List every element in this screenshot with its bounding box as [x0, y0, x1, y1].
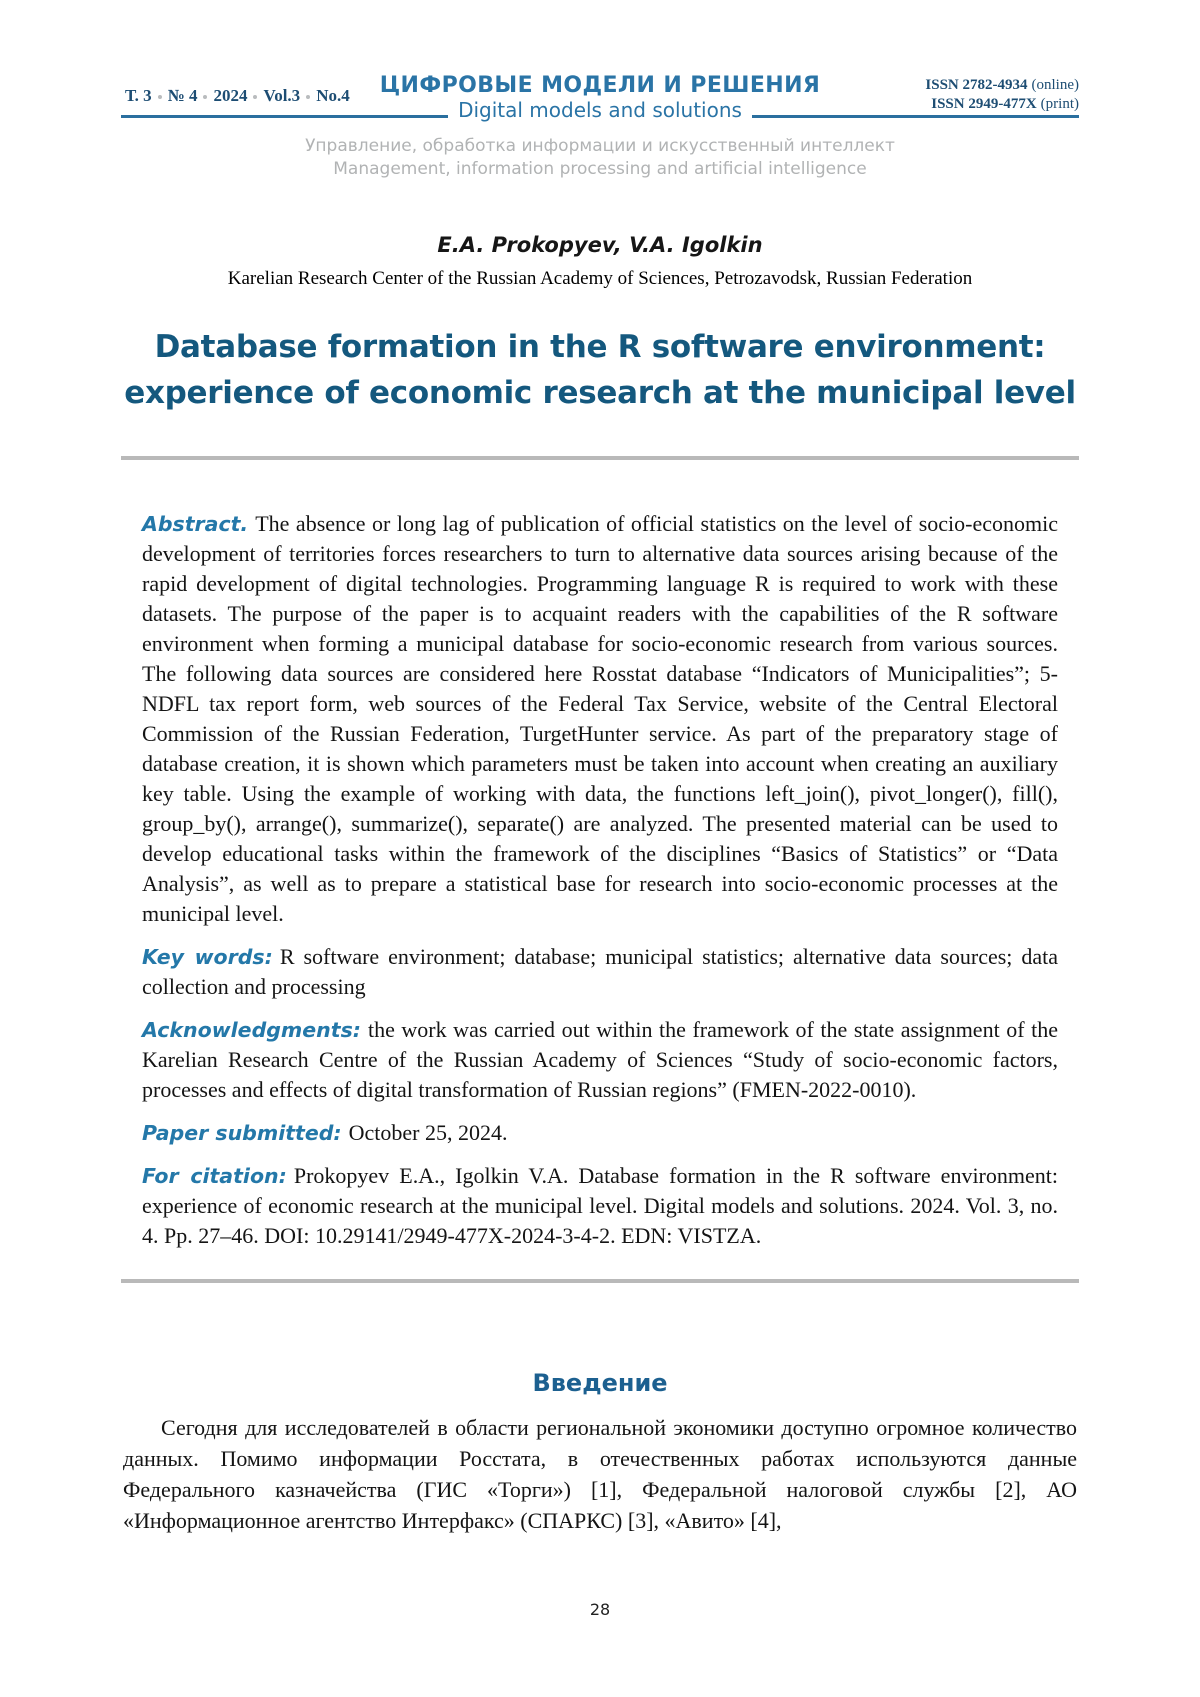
separator-dot [253, 95, 257, 99]
acknowledgments [142, 1015, 1058, 1105]
abstract [142, 509, 1058, 929]
issn-block [925, 76, 1079, 114]
journal-title-en: Digital models and solutions [458, 98, 742, 122]
paper-title-line-1: Database formation in the R software environment: [154, 329, 1046, 365]
volume-part: No.4 [316, 86, 350, 105]
acknowledgments-text: the work was carried out within the framework of the state assignment of the Karelian Research Centre of the Russian Academy of Sciences “Study of socio-economic factors, processes and effects of digital transformation of Russian regions” (FMEN-2022-0010). [142, 1017, 1058, 1102]
journal-section-ru: Управление, обработка информации и искусственный интеллект [305, 136, 895, 156]
volume-part: Vol.3 [263, 86, 301, 105]
volume-issue-info [125, 86, 350, 106]
keywords-label: Key words: [142, 945, 273, 969]
keywords-text: R software environment; database; municipal statistics; alternative data sources; data collection and processing [142, 944, 1059, 999]
for-citation-label: For citation: [142, 1164, 287, 1188]
header-rule-right [752, 115, 1079, 118]
introduction-paragraph: Сегодня для исследователей в области региональной экономики доступно огромное количество данных. Помимо информации Росстата, в отечественных работах используются данные Федерального казначейства (ГИС «Торги») [1], Федеральной налоговой службы [2], АО «Информационное агентство Интерфакс» (СПАРКС) [3], «Авито» [4], [123, 1415, 1077, 1533]
page-number: 28 [589, 1600, 611, 1619]
keywords [142, 942, 1058, 1002]
journal-section [121, 135, 1079, 181]
issn-print-suffix: (print) [1040, 96, 1079, 112]
for-citation [142, 1161, 1058, 1251]
issn-print [925, 95, 1079, 114]
authors: E.A. Prokopyev, V.A. Igolkin [437, 233, 763, 257]
paper-title-line-2: experience of economic research at the municipal level [124, 375, 1076, 411]
acknowledgments-label: Acknowledgments: [142, 1018, 361, 1042]
separator-dot [203, 95, 207, 99]
volume-part: Т. 3 [125, 86, 152, 105]
page-header [121, 74, 1079, 124]
for-citation-text: Prokopyev E.A., Igolkin V.A. Database formation in the R software environment: experience of economic research at the municipal level. Digital models and solutions. 2024. Vol. 3, no. 4. Pp. 27–46. DOI: 10.29141/2949-477X-2024-3-4-2. EDN: VISTZA. [142, 1163, 1058, 1248]
journal-section-en: Management, information processing and artificial intelligence [333, 159, 867, 179]
paper-submitted-label: Paper submitted: [142, 1121, 342, 1145]
issn-online-suffix: (online) [1031, 77, 1079, 93]
paper-title [121, 324, 1079, 416]
divider-rule-bottom [121, 1279, 1079, 1283]
abstract-label: Abstract. [142, 512, 249, 536]
volume-part: № 4 [167, 86, 198, 105]
separator-dot [158, 95, 162, 99]
abstract-text: The absence or long lag of publication of official statistics on the level of socio-economic development of territories forces researchers to turn to alternative data sources arising because of the rapid development of digital technologies. Programming language R is required to work with these datasets. The purpose of the paper is to acquaint readers with the capabilities of the R software environment when forming a municipal database for socio-economic research from various sources. The following data sources are considered here Rosstat database “Indicators of Municipalities”; 5-NDFL tax report form, web sources of the Federal Tax Service, website of the Central Electoral Commission of the Russian Federation, TurgetHunter service. As part of the preparatory stage of database creation, it is shown which parameters must be taken into account when creating an auxiliary key table. Using the example of working with data, the functions left_join(), pivot_longer(), fill(), group_by(), arrange(), summarize(), separate() are analyzed. The presented material can be used to develop educational tasks within the framework of the disciplines “Basics of Statistics” or “Data Analysis”, as well as to prepare a statistical base for research into socio-economic processes at the municipal level. [142, 511, 1058, 926]
divider-rule-top [121, 456, 1079, 460]
separator-dot [306, 95, 310, 99]
affiliation: Karelian Research Center of the Russian Academy of Sciences, Petrozavodsk, Russian Federation [227, 268, 973, 289]
issn-print-number: ISSN 2949-477X [931, 96, 1037, 112]
header-rule-left [121, 115, 448, 118]
paper-submitted-text: October 25, 2024. [348, 1120, 508, 1145]
paper-submitted [142, 1118, 1058, 1148]
issn-online [925, 76, 1079, 95]
introduction-heading: Введение [532, 1369, 668, 1397]
journal-title-ru: ЦИФРОВЫЕ МОДЕЛИ И РЕШЕНИЯ [379, 73, 821, 98]
volume-part: 2024 [213, 86, 248, 105]
issn-online-number: ISSN 2782-4934 [925, 77, 1028, 93]
article-metadata [121, 509, 1079, 1251]
